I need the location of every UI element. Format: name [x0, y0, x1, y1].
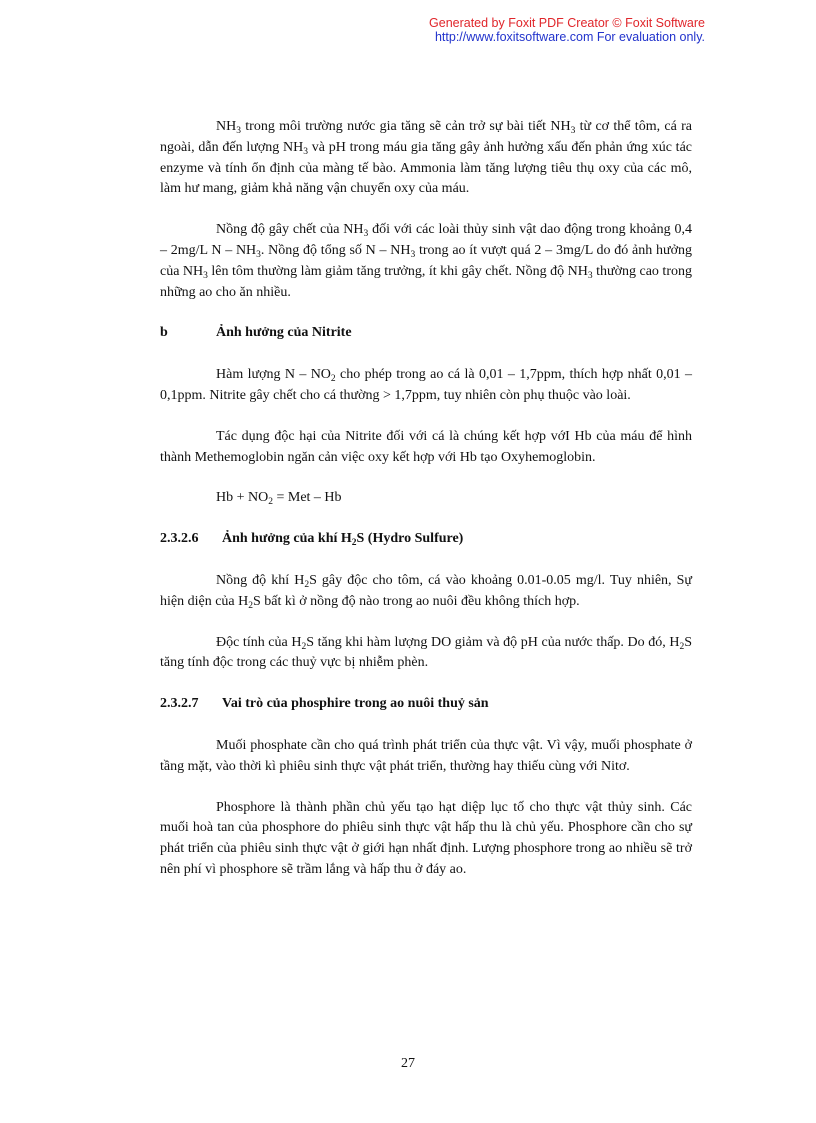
equation-methemoglobin: $Hb + NO_2$ = Met – Hb	[216, 490, 342, 508]
paragraph-phosphate-salts: Muối phosphate cần cho quá trình phát triển của thực vật. Vì vậy, muối phosphate ở tầng mặt, vào thời kì phiêu sinh thực vật phát triển, thường hay thiếu cùng với Nitơ.	[160, 737, 692, 774]
document-body	[160, 117, 692, 901]
paragraph-nitrite-levels: Hàm lượng N – $NO_2$ cho phép trong ao cá là 0,01 – 1,7ppm, thích hợp nhất 0,01 – 0,1ppm. Nitrite gây chết cho cá thường > 1,7ppm, tuy nhiên còn phụ thuộc vào loài.	[160, 367, 692, 403]
page-number: 27	[401, 1056, 415, 1071]
heading-number: b	[160, 325, 168, 341]
heading-number: 2.3.2.7	[160, 696, 199, 712]
paragraph-nitrite-toxicity: Tác dụng độc hại của Nitrite đối với cá là chúng kết hợp vớI Hb của máu để hình thành Methemoglobin ngăn cản việc oxy kết hợp với Hb tạo Oxyhemoglobin.	[160, 428, 692, 465]
heading-title: Ảnh hưởng của khí $H_2S$ (Hydro Sulfure)	[222, 531, 464, 549]
watermark-line-2: http://www.foxitsoftware.com For evaluation only.	[434, 30, 705, 44]
heading-number: 2.3.2.6	[160, 531, 199, 547]
heading-phosphore	[160, 694, 692, 715]
paragraph-nh3-lethal: Nồng độ gây chết của $NH_3$ đối với các loài thủy sinh vật dao động trong khoảng 0,4 – 2mg/L N – $NH_3$. Nồng độ tổng số N – $NH_3$ trong ao ít vượt quá 2 – 3mg/L do đó ảnh hưởng của $NH_3$ lên tôm thường làm giảm tăng trưởng, ít khi gây chết. Nồng độ $NH_3$ thường cao trong những ao cho ăn nhiều.	[160, 222, 692, 300]
watermark-line-1: Generated by Foxit PDF Creator © Foxit Software	[429, 16, 705, 30]
paragraph-h2s-concentration: Nồng độ khí $H_2S$ gây độc cho tôm, cá vào khoảng 0.01-0.05 mg/l. Tuy nhiên, Sự hiện diện của $H_2S$ bất kì ở nồng độ nào trong ao nuôi đều không thích hợp.	[160, 572, 692, 611]
foxit-watermark	[429, 16, 705, 44]
heading-h2s	[160, 529, 692, 550]
heading-title: Ảnh hưởng của Nitrite	[216, 325, 352, 341]
paragraph-phosphore-role: Phosphore là thành phần chủ yếu tạo hạt diệp lục tố cho thực vật thủy sinh. Các muối hoà tan của phosphore do phiêu sinh thực vật hấp thu là chủ yếu. Phosphore cần cho sự phát triển của phiêu sinh thực vật ở giới hạn nhất định. Lượng phosphore trong ao nhiều sẽ trở nên phí vì phosphore sẽ trầm lắng và hấp thu ở đáy ao.	[160, 799, 692, 877]
paragraph-h2s-toxicity: Độc tính của $H_2S$ tăng khi hàm lượng DO giảm và độ pH của nước thấp. Do đó, $H_2S$ tăng tính độc trong các thuỷ vực bị nhiễm phèn.	[160, 634, 692, 671]
heading-title: Vai trò của phosphire trong ao nuôi thuỷ sản	[222, 696, 489, 712]
heading-nitrite	[160, 323, 692, 344]
paragraph-nh3-effects: $NH_3$ trong môi trường nước gia tăng sẽ cản trở sự bài tiết $NH_3$ từ cơ thể tôm, cá ra ngoài, dẫn đến lượng $NH_3$ và pH trong máu gia tăng gây ảnh hưởng xấu đến phản ứng xúc tác enzyme và tính ổn định của màng tế bào. Ammonia làm tăng lượng tiêu thụ oxy của các mô, làm hư mang, giảm khả năng vận chuyển oxy của máu.	[160, 119, 693, 197]
